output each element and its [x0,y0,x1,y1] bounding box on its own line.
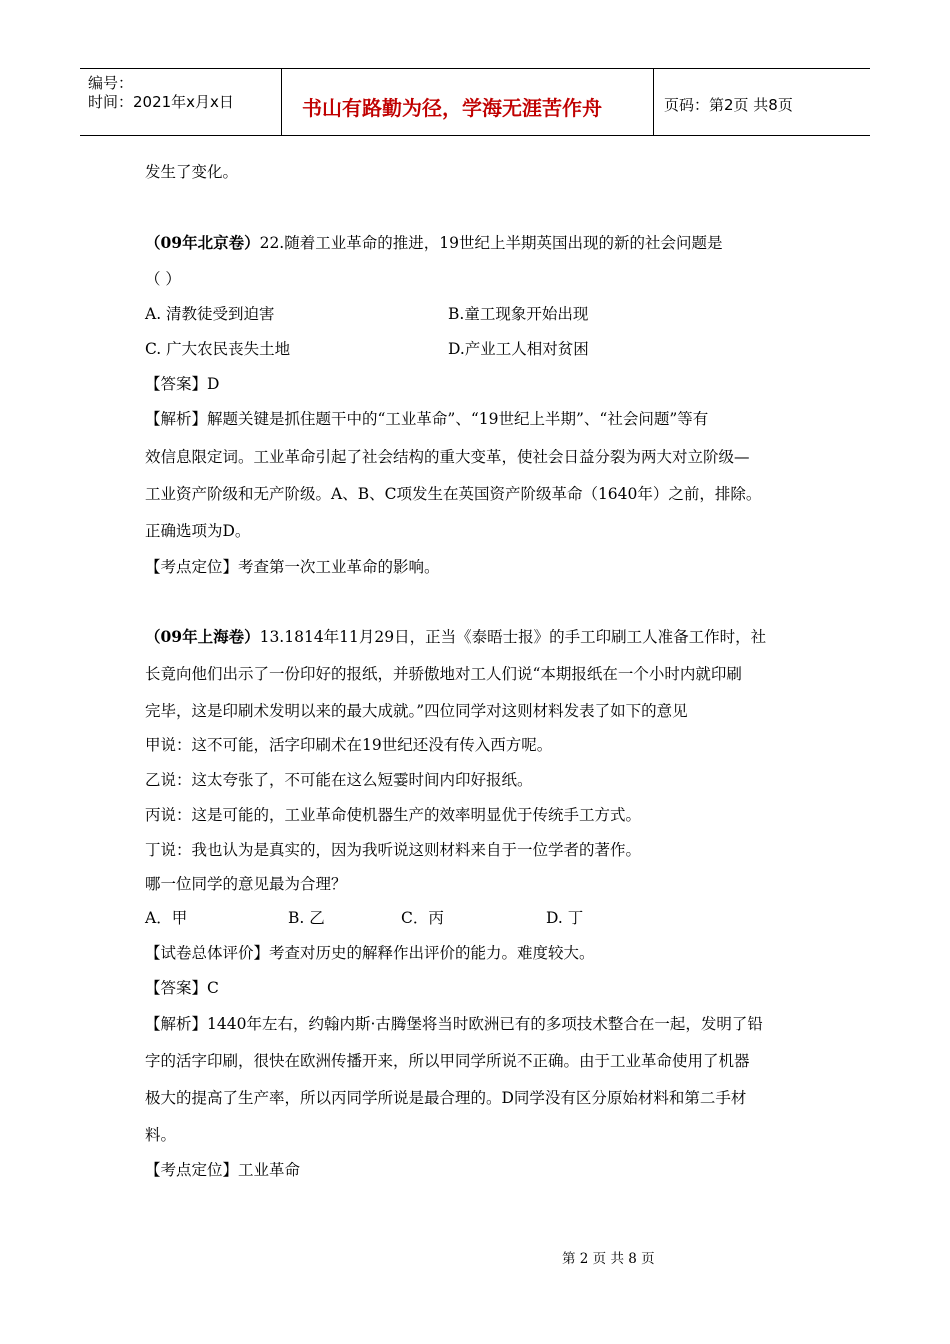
q2-option-b: B. 乙 [288,909,325,927]
q1-option-c: C. 广大农民丧失土地 [145,340,291,358]
q1-option-b: B.童工现象开始出现 [448,305,589,323]
q2-analysis-line: 料。 [145,1126,177,1144]
q2-answer: 【答案】C [145,979,219,997]
q1-analysis-line: 效信息限定词。工业革命引起了社会结构的重大变革，使社会日益分裂为两大对立阶级— [145,448,750,466]
q2-analysis-line: 极大的提高了生产率，所以丙同学所说是最合理的。D同学没有区分原始材料和第二手材 [145,1089,747,1107]
header-meta-cell [80,69,282,135]
number-label: 编号： [88,74,134,92]
page-info: 页码：第2页 共8页 [664,96,793,114]
q2-analysis-line: 【解析】1440年左右，约翰内斯·古腾堡将当时欧洲已有的多项技术整合在一起，发明了铅 [145,1015,763,1033]
q2-opinion: 甲说：这不可能，活字印刷术在19世纪还没有传入西方呢。 [145,736,553,754]
q2-stem-line: 完毕，这是印刷术发明以来的最大成就。”四位同学对这则材料发表了如下的意见 [145,702,688,720]
q2-evaluation: 【试卷总体评价】考查对历史的解释作出评价的能力。难度较大。 [145,944,595,962]
q2-option-a: A．甲 [145,909,188,927]
q2-option-d: D. 丁 [546,909,584,927]
intro-tail: 发生了变化。 [145,163,239,181]
time-label: 时间：2021年x月x日 [88,93,234,111]
q1-analysis-line: 工业资产阶级和无产阶级。A、B、C项发生在英国资产阶级革命（1640年）之前，排除。 [145,485,762,503]
motto: 书山有路勤为径，学海无涯苦作舟 [302,96,602,120]
page-footer: 第 2 页 共 8 页 [562,1251,655,1267]
q2-point: 【考点定位】工业革命 [145,1161,301,1179]
q1-analysis-line: 正确选项为D。 [145,522,251,540]
q1-stem: 22.随着工业革命的推进，19世纪上半期英国出现的新的社会问题是 [259,234,723,252]
q1-answer: 【答案】D [145,375,220,393]
q2-stem-line [145,625,766,647]
q2-stem: 13.1814年11月29日，正当《泰晤士报》的手工印刷工人准备工作时，社 [259,628,767,646]
page-header [80,68,870,136]
q1-stem-line [145,231,722,253]
q1-option-a: A. 清教徒受到迫害 [145,305,275,323]
q1-blank: （ ） [145,270,181,288]
q2-option-c: C．丙 [401,909,444,927]
q1-analysis-line: 【解析】解题关键是抓住题干中的“工业革命”、“19世纪上半期”、“社会问题”等有 [145,410,709,428]
q2-analysis-line: 字的活字印刷，很快在欧洲传播开来，所以甲同学所说不正确。由于工业革命使用了机器 [145,1052,750,1070]
q2-opinion: 丁说：我也认为是真实的，因为我听说这则材料来自于一位学者的著作。 [145,841,642,859]
q1-point: 【考点定位】考查第一次工业革命的影响。 [145,558,440,576]
q1-option-d: D.产业工人相对贫困 [448,340,589,358]
header-motto-cell [282,69,654,135]
q2-opinion: 丙说：这是可能的，工业革命使机器生产的效率明显优于传统手工方式。 [145,806,642,824]
q2-stem-line: 长竟向他们出示了一份印好的报纸，并骄傲地对工人们说“本期报纸在一个小时内就印刷 [145,665,742,683]
q2-source: （09年上海卷） [145,627,260,646]
header-page-cell [654,69,870,135]
q2-opinion: 乙说：这太夸张了，不可能在这么短霎时间内印好报纸。 [145,771,533,789]
q1-source: （09年北京卷） [145,233,260,252]
q2-question: 哪一位同学的意见最为合理？ [145,875,347,893]
